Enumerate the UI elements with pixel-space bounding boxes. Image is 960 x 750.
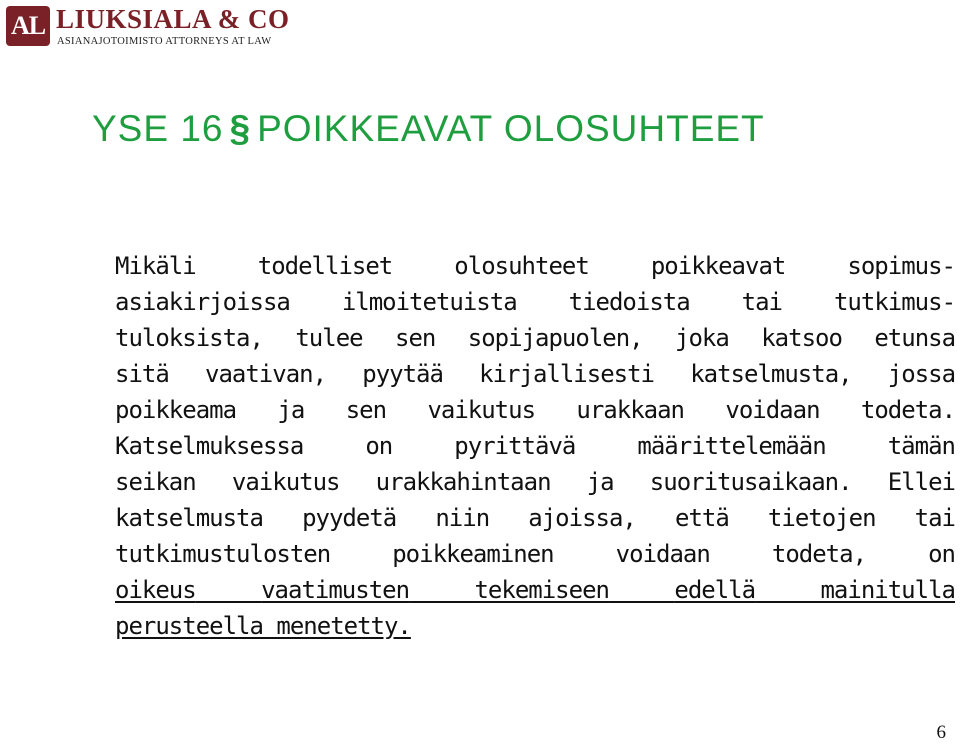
text-line: asiakirjoissa ilmoitetuista tiedoista tai tutkimus- [115, 288, 956, 316]
firm-subtitle: ASIANAJOTOIMISTO ATTORNEYS AT LAW [57, 36, 272, 47]
text-line: katselmusta pyydetä niin ajoissa, että tietojen tai [115, 504, 955, 532]
text-line: seikan vaikutus urakkahintaan ja suoritusaikaan. Ellei [115, 468, 955, 496]
logo-emblem: AL [6, 6, 50, 46]
page-title [92, 108, 765, 150]
section-symbol: § [229, 108, 252, 149]
text-line: Mikäli todelliset olosuhteet poikkeavat sopimus- [115, 252, 955, 280]
text-line: poikkeama ja sen vaikutus urakkaan voidaan todeta. [115, 396, 956, 424]
title-heading: POIKKEAVAT OLOSUHTEET [257, 108, 765, 149]
page-number: 6 [936, 722, 946, 743]
text-line-underlined: oikeus vaatimusten tekemiseen edellä mainitulla [115, 576, 955, 604]
firm-name: LIUKSIALA & CO [56, 4, 290, 34]
text-line: sitä vaativan, pyytää kirjallisesti katselmusta, jossa [115, 360, 956, 388]
text-line: tuloksista, tulee sen sopijapuolen, joka katsoo etunsa [115, 324, 956, 352]
text-line-underlined: perusteella menetetty. [115, 612, 411, 640]
title-prefix: YSE 16 [92, 108, 224, 149]
text-line: Katselmuksessa on pyrittävä määrittelemään tämän [115, 432, 955, 460]
firm-logo [6, 4, 290, 50]
text-line: tutkimustulosten poikkeaminen voidaan todeta, on [115, 540, 955, 568]
body-paragraph [115, 248, 955, 644]
